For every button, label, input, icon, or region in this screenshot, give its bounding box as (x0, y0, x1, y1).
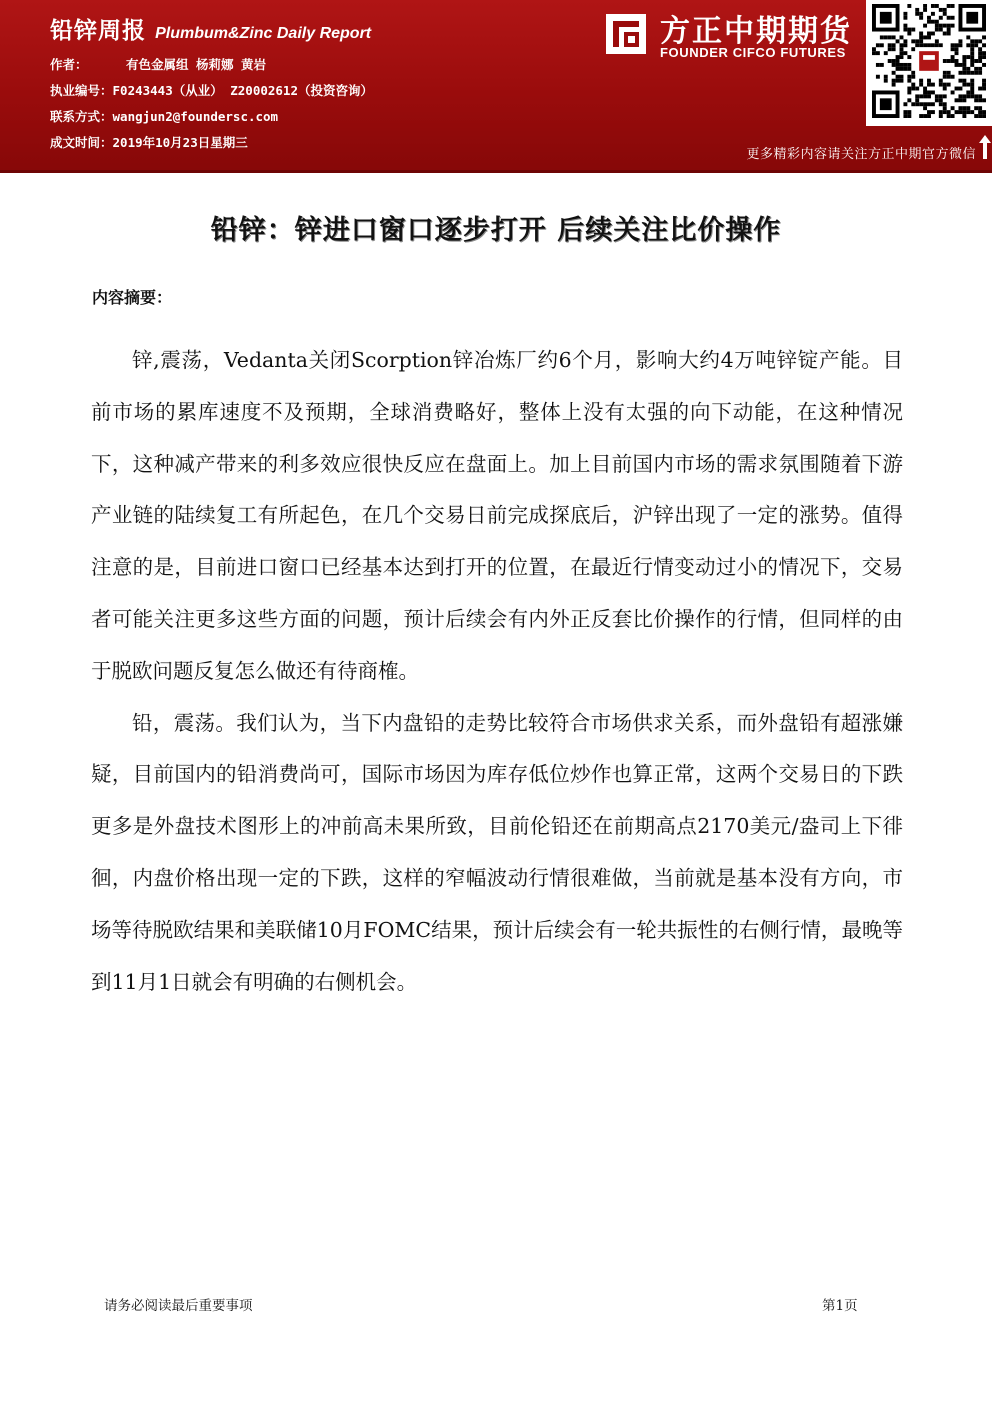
report-title-en: Plumbum&Zinc Daily Report (155, 25, 372, 42)
report-title (50, 12, 371, 45)
license-value: F0243443（从业） Z20002612（投资咨询） (112, 83, 373, 98)
date-label: 成文时间： (50, 135, 113, 150)
follow-wechat-text: 更多精彩内容请关注方正中期官方微信 (746, 147, 976, 162)
brand-block (604, 6, 856, 66)
date-line (50, 133, 248, 151)
license-line (50, 81, 373, 99)
up-arrow-icon (978, 134, 992, 160)
paragraph-zinc: 锌,震荡，Vedanta关闭Scorption锌冶炼厂约6个月，影响大约4万吨锌锭产能。目前市场的累库速度不及预期，全球消费略好，整体上没有太强的向下动能，在这种情况下，这种减产带来的利多效应很快反应在盘面上。加上目前国内市场的需求氛围随着下游产业链的陆续复工有所起色，在几个交易日前完成探底后，沪锌出现了一定的涨势。值得注意的是，目前进口窗口已经基本达到打开的位置，在最近行情变动过小的情况下，交易者可能关注更多这些方面的问题，预计后续会有内外正反套比价操作的行情，但同样的由于脱欧问题反复怎么做还有待商榷。 (91, 348, 903, 683)
qr-code[interactable] (866, 0, 992, 126)
contact-email-link[interactable]: wangjun2@foundersc.com (112, 109, 279, 124)
authors-label: 作者： (50, 57, 88, 72)
document-title: 铅锌：锌进口窗口逐步打开 后续关注比价操作 (210, 215, 782, 246)
header-divider (0, 170, 992, 173)
authors-line (50, 55, 266, 73)
brand-name-cn: 方正中期期货 (660, 14, 852, 49)
summary-label: 内容摘要： (92, 288, 173, 307)
license-label: 执业编号： (50, 83, 113, 98)
brand-name-en: FOUNDER CIFCO FUTURES (660, 45, 846, 60)
authors-value: 有色金属组 杨莉娜 黄岩 (126, 57, 267, 72)
paragraph-lead: 铅，震荡。我们认为，当下内盘铅的走势比较符合市场供求关系，而外盘铅有超涨嫌疑，目前国内的铅消费尚可，国际市场因为库存低位炒作也算正常，这两个交易日的下跌更多是外盘技术图形上的冲前高未果所致，目前伦铅还在前期高点2170美元/盎司上下徘徊，内盘价格出现一定的下跌，这样的窄幅波动行情很难做，当前就是基本没有方向，市场等待脱欧结果和美联储10月FOMC结果，预计后续会有一轮共振性的右侧行情，最晚等到11月1日就会有明确的右侧机会。 (91, 710, 903, 994)
report-title-cn: 铅锌周报 (50, 18, 146, 44)
footer-notice: 请务必阅读最后重要事项 (104, 1298, 253, 1314)
founder-logo-icon (604, 12, 648, 56)
page-number: 第1页 (822, 1298, 858, 1314)
contact-label: 联系方式： (50, 109, 113, 124)
date-value: 2019年10月23日星期三 (112, 135, 248, 150)
contact-line (50, 107, 278, 125)
report-header (0, 0, 992, 170)
qr-code-icon (872, 4, 986, 118)
document-content (91, 335, 903, 1008)
